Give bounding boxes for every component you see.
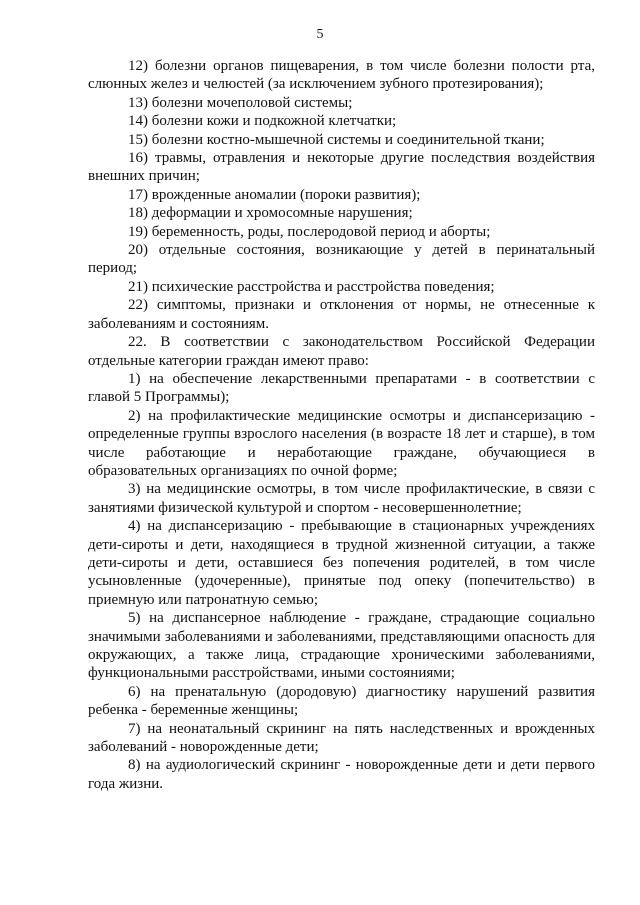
right-item-7: 7) на неонатальный скрининг на пять наследственных и врожденных заболеваний - новорожденные дети; (88, 720, 595, 756)
list-item-12: 12) болезни органов пищеварения, в том числе болезни полости рта, слюнных желез и челюстей (за исключением зубного протезирования); (88, 58, 595, 93)
document-body (88, 57, 595, 793)
right-item-1: 1) на обеспечение лекарственными препаратами - в соответствии с главой 5 Программы); (88, 370, 595, 406)
list-item-20: 20) отдельные состояния, возникающие у детей в перинатальный период; (88, 242, 595, 277)
list-item-21: 21) психические расстройства и расстройства поведения; (128, 278, 495, 295)
list-item-18: 18) деформации и хромосомные нарушения; (128, 205, 413, 222)
right-item-5: 5) на диспансерное наблюдение - граждане, страдающие социально значимыми заболеваниями и заболеваниями, представляющими опасность для окружающих, а также лица, страдающие хроническими заболеваниями, функциональными расстройствами, иными состояниями; (88, 610, 595, 682)
right-item-4: 4) на диспансеризацию - пребывающие в стационарных учреждениях дети-сироты и дети, находящиеся в трудной жизненной ситуации, а также дети-сироты и дети, оставшиеся без попечения родителей, в том числе усыновленные (удочеренные), принятые под опеку (попечительство) в приемную или патронатную семью; (88, 518, 595, 608)
page-number: 5 (316, 27, 324, 42)
list-item-16: 16) травмы, отравления и некоторые другие последствия воздействия внешних причин; (88, 150, 595, 185)
list-item-14: 14) болезни кожи и подкожной клетчатки; (128, 113, 397, 130)
right-item-6: 6) на пренатальную (дородовую) диагностику нарушений развития ребенка - беременные женщины; (88, 683, 595, 719)
section-22-intro: 22. В соответствии с законодательством Российской Федерации отдельные категории граждан имеют право: (88, 334, 595, 369)
list-item-13: 13) болезни мочеполовой системы; (128, 94, 353, 111)
right-item-8: 8) на аудиологический скрининг - новорожденные дети и дети первого года жизни. (88, 757, 595, 792)
list-item-19: 19) беременность, роды, послеродовой период и аборты; (128, 223, 491, 240)
list-item-17: 17) врожденные аномалии (пороки развития); (128, 186, 421, 203)
right-item-2: 2) на профилактические медицинские осмотры и диспансеризацию - определенные группы взрослого населения (в возрасте 18 лет и старше), в том числе работающие и неработающие граждане, обучающиеся в образовательных организациях по очной форме; (88, 407, 595, 479)
list-item-15: 15) болезни костно-мышечной системы и соединительной ткани; (128, 131, 545, 148)
right-item-3: 3) на медицинские осмотры, в том числе профилактические, в связи с занятиями физической культурой и спортом - несовершеннолетние; (88, 481, 595, 516)
list-item-22: 22) симптомы, признаки и отклонения от нормы, не отнесенные к заболеваниям и состояниям. (88, 297, 595, 332)
